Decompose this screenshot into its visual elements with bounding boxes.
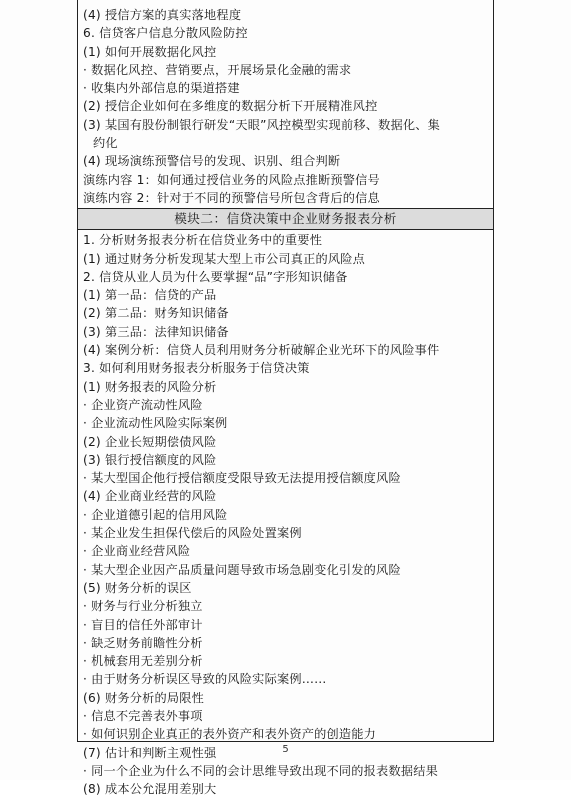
text-line: (4) 授信方案的真实落地程度 — [83, 8, 242, 22]
text-line: · 企业道德引起的信用风险 — [83, 507, 228, 522]
text-line: · 由于财务分析误区导致的风险实际案例…… — [83, 672, 327, 687]
text-line: · 某大型企业因产品质量问题导致市场急剧变化引发的风险 — [83, 562, 401, 577]
text-line: (1) 如何开展数据化风控 — [83, 44, 217, 59]
text-line: (7) 估计和判断主观性强 — [83, 745, 217, 760]
text-line: (2) 第二品：财务知识储备 — [83, 306, 229, 321]
text-line: 1. 分析财务报表分析在信贷业务中的重要性 — [83, 233, 323, 248]
text-line: · 财务与行业分析独立 — [83, 599, 203, 614]
text-line: (3) 银行授信额度的风险 — [83, 452, 217, 467]
text-line: 2. 信贷从业人员为什么要掌握“品”字形知识储备 — [83, 269, 348, 284]
text-line: · 机械套用无差别分析 — [83, 654, 203, 669]
text-line: · 某大型国企他行授信额度受限导致无法提用授信额度风险 — [83, 471, 401, 486]
text-line: (4) 案例分析：信贷人员利用财务分析破解企业光环下的风险事件 — [83, 343, 440, 358]
text-line: (3) 某国有股份制银行研发“天眼”风控模型实现前移、数据化、集 — [83, 117, 441, 132]
text-line: (5) 财务分析的误区 — [83, 580, 192, 595]
section-a — [78, 0, 493, 798]
text-line: · 某企业发生担保代偿后的风险处置案例 — [83, 526, 302, 541]
text-line: (2) 授信企业如何在多维度的数据分析下开展精准风控 — [83, 99, 378, 114]
text-line: · 收集内外部信息的渠道搭建 — [83, 81, 240, 96]
text-line: (1) 财务报表的风险分析 — [83, 379, 217, 394]
page-number: 5 — [282, 744, 289, 755]
text-line: (6) 财务分析的局限性 — [83, 690, 205, 705]
content-table — [77, 0, 494, 797]
module-header: 模块二：信贷决策中企业财务报表分析 — [78, 208, 493, 230]
text-line: (3) 第三品：法律知识储备 — [83, 324, 229, 339]
text-line: · 盲目的信任外部审计 — [83, 617, 203, 632]
text-line: (2) 企业长短期偿债风险 — [83, 434, 217, 449]
text-line: · 缺乏财务前瞻性分析 — [83, 635, 203, 650]
text-line: (4) 企业商业经营的风险 — [83, 489, 217, 504]
text-line: · 信息不完善表外事项 — [83, 708, 203, 723]
text-line: · 数据化风控、营销要点，开展场景化金融的需求 — [83, 62, 352, 77]
text-line: · 如何识别企业真正的表外资产和表外资产的创造能力 — [83, 727, 377, 742]
text-line: (1) 通过财务分析发现某大型上市公司真正的风险点 — [83, 251, 366, 266]
text-line: 6. 信贷客户信息分散风险防控 — [83, 26, 248, 41]
text-line: 约化 — [93, 136, 118, 151]
text-line: · 企业资产流动性风险 — [83, 397, 203, 412]
text-line: 演练内容 1：如何通过授信业务的风险点推断预警信号 — [83, 172, 380, 187]
text-line: (8) 成本公允混用差别大 — [83, 782, 217, 797]
text-line: · 企业流动性风险实际案例 — [83, 416, 228, 431]
text-line: · 企业商业经营风险 — [83, 544, 191, 559]
text-line: (4) 现场演练预警信号的发现、识别、组合判断 — [83, 154, 341, 169]
text-line: 3. 如何利用财务报表分析服务于信贷决策 — [83, 361, 310, 376]
text-line: 演练内容 2：针对于不同的预警信号所包含背后的信息 — [83, 190, 380, 205]
text-line: (1) 第一品：信贷的产品 — [83, 288, 217, 303]
text-line: · 同一个企业为什么不同的会计思维导致出现不同的报表数据结果 — [83, 763, 438, 778]
